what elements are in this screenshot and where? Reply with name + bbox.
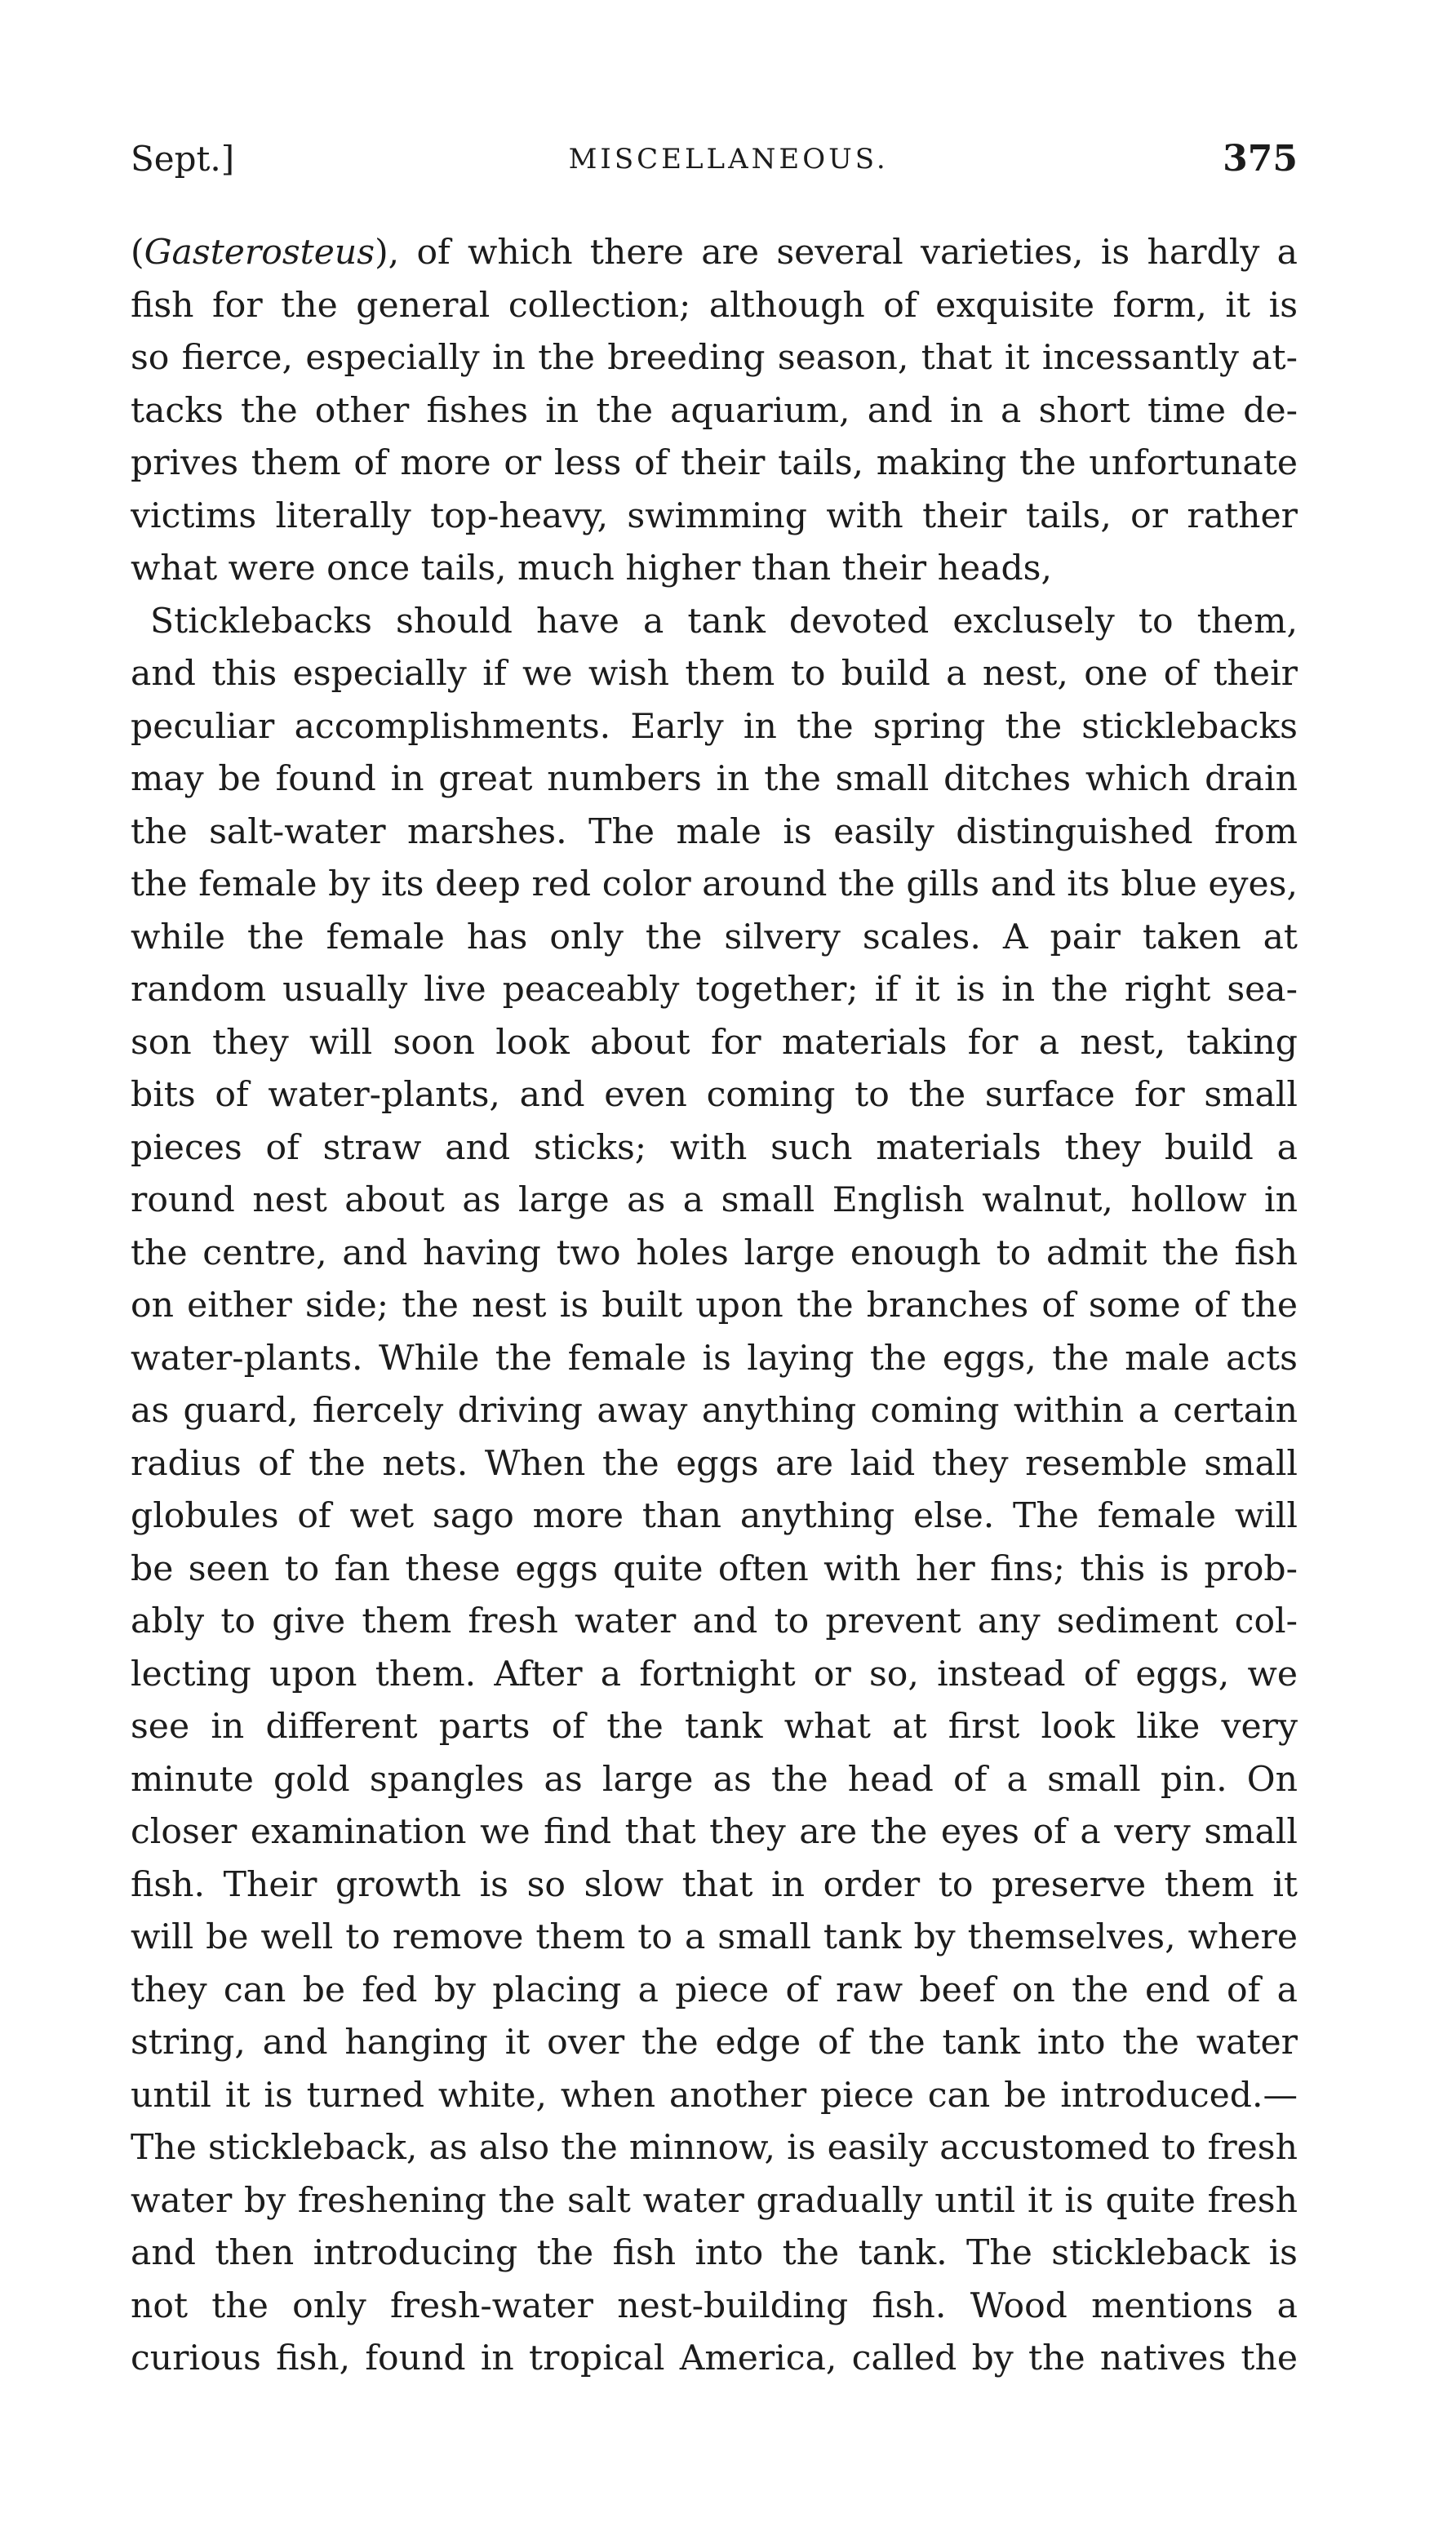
text-line: and then introducing the fish into the tank. The stickleback is bbox=[131, 2233, 1298, 2273]
body-text bbox=[131, 227, 1298, 2386]
scientific-name: Gasterosteus bbox=[144, 233, 375, 273]
text-line: round nest about as large as a small English walnut, hollow in bbox=[131, 1180, 1298, 1220]
header-month: Sept.] bbox=[131, 139, 235, 179]
text-line: water by freshening the salt water gradually until it is quite fresh bbox=[131, 2180, 1298, 2221]
text-line: prives them of more or less of their tails, making the unfortunate bbox=[131, 443, 1298, 483]
text-line: and this especially if we wish them to build a nest, one of their bbox=[131, 654, 1298, 694]
text-line: not the only fresh-water nest-building fish. Wood mentions a bbox=[131, 2285, 1298, 2326]
text-line: water-plants. While the female is laying the eggs, the male acts bbox=[131, 1338, 1298, 1379]
text-line: as guard, fiercely driving away anything coming within a certain bbox=[131, 1391, 1298, 1431]
text-line: (Gasterosteus), of which there are several varieties, is hardly a bbox=[131, 233, 1298, 273]
text-line: while the female has only the silvery scales. A pair taken at bbox=[131, 917, 1298, 957]
text-line: The stickleback, as also the minnow, is easily accustomed to fresh bbox=[131, 2128, 1298, 2168]
text-line: son they will soon look about for materials for a nest, taking bbox=[131, 1022, 1298, 1063]
text-line: ably to give them fresh water and to prevent any sediment col- bbox=[131, 1601, 1298, 1641]
text-line: lecting upon them. After a fortnight or so, instead of eggs, we bbox=[131, 1654, 1298, 1694]
text-line: pieces of straw and sticks; with such materials they build a bbox=[131, 1127, 1298, 1168]
text-line: victims literally top-heavy, swimming with their tails, or rather bbox=[131, 495, 1298, 536]
text-line: string, and hanging it over the edge of the tank into the water bbox=[131, 2023, 1298, 2063]
text-line: Sticklebacks should have a tank devoted exclusely to them, bbox=[150, 601, 1298, 642]
running-title: MISCELLANEOUS. bbox=[568, 143, 889, 175]
text-line: will be well to remove them to a small tank by themselves, where bbox=[131, 1917, 1298, 1957]
text-line: closer examination we find that they are the eyes of a very small bbox=[131, 1812, 1298, 1852]
text-line: minute gold spangles as large as the head of a small pin. On bbox=[131, 1759, 1298, 1800]
text-line: they can be fed by placing a piece of raw beef on the end of a bbox=[131, 1970, 1298, 2010]
text-line: peculiar accomplishments. Early in the spring the sticklebacks bbox=[131, 706, 1298, 747]
text-line: the centre, and having two holes large enough to admit the fish bbox=[131, 1232, 1298, 1273]
text-line: fish for the general collection; although of exquisite form, it is bbox=[131, 285, 1298, 326]
text-line: the female by its deep red color around the gills and its blue eyes, bbox=[131, 864, 1298, 904]
text-line: tacks the other fishes in the aquarium, and in a short time de- bbox=[131, 390, 1298, 431]
text-line: the salt-water marshes. The male is easily distinguished from bbox=[131, 811, 1298, 852]
text-line: until it is turned white, when another piece can be introduced.— bbox=[131, 2075, 1298, 2116]
text-line: bits of water-plants, and even coming to the surface for small bbox=[131, 1075, 1298, 1115]
text-line: so fierce, especially in the breeding season, that it incessantly at- bbox=[131, 338, 1298, 378]
running-header bbox=[131, 122, 1298, 196]
text-line: fish. Their growth is so slow that in order to preserve them it bbox=[131, 1864, 1298, 1905]
text-line: globules of wet sago more than anything else. The female will bbox=[131, 1496, 1298, 1536]
page-number: 375 bbox=[1223, 138, 1298, 180]
text-line: see in different parts of the tank what at first look like very bbox=[131, 1707, 1298, 1747]
text-line: be seen to fan these eggs quite often with her fins; this is prob- bbox=[131, 1548, 1298, 1589]
text-line: random usually live peaceably together; if it is in the right sea- bbox=[131, 970, 1298, 1010]
text-line: what were once tails, much higher than their heads, bbox=[131, 548, 1052, 588]
text-line: may be found in great numbers in the small ditches which drain bbox=[131, 759, 1298, 799]
text-line: radius of the nets. When the eggs are laid they resemble small bbox=[131, 1443, 1298, 1484]
text-line: on either side; the nest is built upon the branches of some of the bbox=[131, 1286, 1298, 1326]
text-line: curious fish, found in tropical America, called by the natives the bbox=[131, 2338, 1298, 2378]
